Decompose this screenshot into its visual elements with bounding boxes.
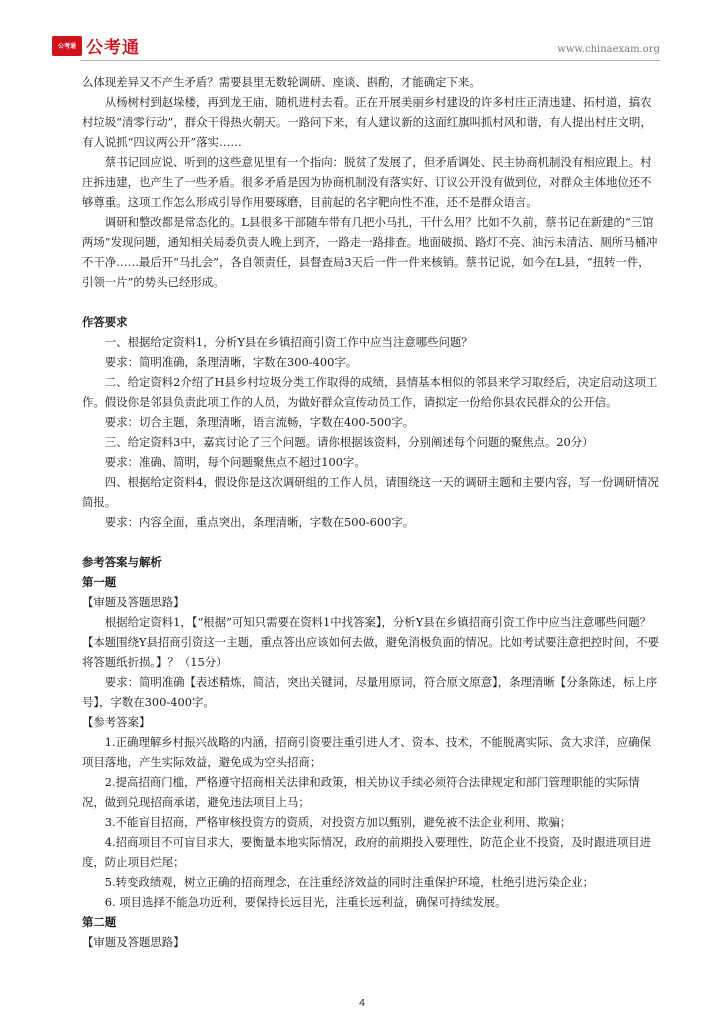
- requirements-title: 作答要求: [82, 315, 128, 329]
- logo-text: 公考通: [86, 38, 140, 58]
- document-body: [82, 72, 660, 952]
- answers-title: 参考答案与解析: [82, 555, 162, 569]
- header-divider: [80, 60, 660, 61]
- answer-item: 3.不能盲目招商，严格审核投资方的资质，对投资方加以甄别，避免被不法企业利用、欺骗；: [104, 815, 572, 829]
- brand-logo[interactable]: [52, 33, 140, 58]
- question-1-title: 第一题: [82, 575, 117, 589]
- tag-thinking: 【审题及答题思路】: [82, 595, 185, 609]
- thinking-paragraph: 根据给定资料1，【“根据”可知只需要在资料1中找答案】，分析Y县在乡镇招商引资工作中应当注意哪些问题？【本题围绕Y县招商引资这一主题，重点答出应该如何去做，避免消极负面的情况。比如考试要注意把控时间，不要将答题纸折损。】？（15分）: [82, 615, 660, 669]
- answer-item: 1.正确理解乡村振兴战略的内涵，招商引资要注重引进人才、资本、技术，不能脱离实际、贪大求洋，应确保项目落地，产生实际效益，避免成为空头招商；: [82, 735, 652, 769]
- paragraph: 调研和整改都是常态化的。L县很多干部随车带有几把小马扎，干什么用？比如不久前，蔡书记在新建的“三馆两场”发现问题，通知相关局委负责人晚上到齐，一路走一路排查。地面破损、路灯不亮、油污未清洁、厕所马桶冲不干净……最后开“马扎会”，各自领责任，县督查局3天后一件一件来核销。蔡书记说，如今在L县，“扭转一件，引领一片”的势头已经形成。: [82, 215, 658, 289]
- paragraph-continuation: 么体现差异又不产生矛盾？需要县里无数轮调研、座谈、斟酌，才能确定下来。: [82, 75, 481, 89]
- logo-badge-icon: 公考通: [52, 36, 82, 56]
- paragraph: 从杨树村到赵垛楼，再到龙王庙，随机进村去看。正在开展美丽乡村建设的许多村庄正清违建、拓村道，搞农村垃圾“清零行动”，群众干得热火朝天。一路问下来，有人建议新的这面红旗叫抓村风和谐，有人提出村庄文明，有人说抓“四议两公开”落实……: [82, 95, 652, 149]
- question-requirement: 要求：切合主题，条理清晰，语言流畅，字数在400-500字。: [104, 415, 415, 429]
- tag-thinking: 【审题及答题思路】: [82, 935, 185, 949]
- answer-item: 6. 项目选择不能急功近利，要保持长远目光，注重长远利益，确保可持续发展。: [104, 895, 507, 909]
- question-line: 三、给定资料3中，嘉宾讨论了三个问题。请你根据该资料，分别阐述每个问题的聚焦点。20分）: [104, 435, 594, 449]
- answer-item: 5.转变政绩观，树立正确的招商理念，在注重经济效益的同时注重保护环境，杜绝引进污染企业；: [104, 875, 595, 889]
- paragraph: 蔡书记回应说、听到的这些意见里有一个指向：脱贫了发展了，但矛盾调处、民主协商机制没有相应跟上。村庄拆违建，也产生了一些矛盾。很多矛盾是因为协商机制没有落实好、订议公开没有做到位，对群众主体地位还不够尊重。这项工作怎么形成引导作用要琢磨，目前起的名字靶向性不准，还不是群众语言。: [82, 155, 652, 209]
- site-url[interactable]: www.chinaexam.org: [557, 44, 660, 55]
- question-requirement: 要求：简明准确，条理清晰，字数在300-400字。: [104, 355, 358, 369]
- thinking-paragraph: 要求：简明准确【表述精炼，简洁，突出关键词，尽量用原词，符合原文原意】，条理清晰【分条陈述，标上序号】，字数在300-400字。: [82, 675, 658, 709]
- question-requirement: 要求：准确、简明，每个问题聚焦点不超过100字。: [104, 455, 366, 469]
- tag-reference-answer: 【参考答案】: [82, 715, 151, 729]
- question-2-title: 第二题: [82, 915, 117, 929]
- answer-item: 2.提高招商门槛，严格遵守招商相关法律和政策，相关协议手续必须符合法律规定和部门管理职能的实际情况，做到兑现招商承诺，避免违法项目上马；: [82, 775, 640, 809]
- page-header: [0, 0, 724, 64]
- question-line: 一、根据给定资料1，分析Y县在乡镇招商引资工作中应当注意哪些问题？: [104, 335, 473, 349]
- question-line: 二、给定资料2介绍了H县乡村垃圾分类工作取得的成绩，县情基本相似的邻县来学习取经后，决定启动这项工作。假设你是邻县负责此项工作的人员，为做好群众宣传动员工作，请拟定一份给你县农民群众的公开信。: [82, 375, 658, 409]
- page-number: 4: [358, 998, 366, 1009]
- question-requirement: 要求：内容全面，重点突出，条理清晰，字数在500-600字。: [104, 515, 415, 529]
- answer-item: 4.招商项目不可盲目求大，要衡量本地实际情况，政府的前期投入要理性，防范企业不投资，及时跟进项目进度，防止项目烂尾；: [82, 835, 652, 869]
- question-line: 四、根据给定资料4，假设你是这次调研组的工作人员，请围绕这一天的调研主题和主要内容，写一份调研情况简报。: [82, 475, 659, 509]
